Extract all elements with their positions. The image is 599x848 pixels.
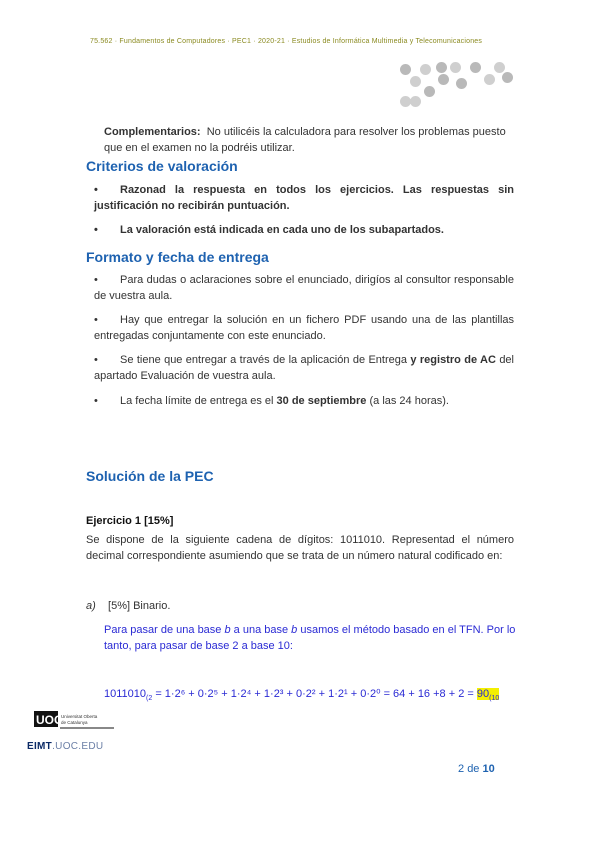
formato-heading: Formato y fecha de entrega (86, 249, 269, 265)
svg-text:de Catalunya: de Catalunya (61, 720, 88, 725)
part-a (86, 598, 170, 614)
uoc-dots-decoration (398, 60, 518, 110)
complementarios-label: Complementarios: (104, 126, 201, 138)
page-number: 2 de 10 (458, 763, 495, 775)
criterios-heading: Criterios de valoración (86, 158, 238, 174)
equation-result: $90_{(10}$ (476, 688, 500, 703)
uoc-logo-mark (34, 709, 114, 731)
complementarios-text: No utilicéis la calculadora para resolver los problemas puesto que en el examen no la podréis utilizar. (104, 126, 506, 154)
equation-terms: = 1·2⁶ + 0·2⁵ + 1·2⁴ + 1·2³ + 0·2² + 1·2¹ + 0·2⁰ = 64 + 16 +8 + 2 = (155, 688, 474, 700)
formato-item-4: • La fecha límite de entrega es el 30 de septiembre (a las 24 horas). (94, 395, 449, 407)
formato-item-1: • Para dudas o aclaraciones sobre el enunciado, dirigíos al consultor responsable de vuestra aula. (94, 274, 514, 302)
criterios-item-2: • La valoración está indicada en cada uno de los subapartados. (94, 224, 444, 236)
uoc-logo (34, 709, 114, 731)
part-a-marker: a) (86, 600, 96, 612)
solucion-heading: Solución de la PEC (86, 468, 214, 484)
ejercicio-title: Ejercicio 1 [15%] (86, 515, 174, 527)
equation-lhs: 1011010 (104, 688, 147, 700)
equation-lhs-base: (2 (146, 695, 153, 703)
document-header: 75.562 · Fundamentos de Computadores · PEC1 · 2020-21 · Estudios de Informática Multimedia y Telecomunicaciones (90, 38, 483, 45)
answer-intro: Para pasar de una base b a una base b usamos el método basado en el TFN. Por lo tanto, para pasar de base 2 a base 10: (104, 624, 516, 652)
ejercicio-statement: Se dispone de la siguiente cadena de dígitos: 1011010. Representad el número decimal correspondiente asumiendo que se trata de un número natural codificado en: (86, 534, 514, 562)
formato-item-3: • Se tiene que entregar a través de la aplicación de Entrega y registro de AC del apartado Evaluación de vuestra aula. (94, 354, 514, 382)
eimt-footer: EIMT.UOC.EDU (27, 741, 104, 752)
svg-text:Universitat Oberta: Universitat Oberta (61, 714, 98, 719)
criterios-item-1: • Razonad la respuesta en todos los ejercicios. Las respuestas sin justificación no recibirán puntuación. (94, 184, 514, 212)
complementarios-note (104, 124, 516, 156)
part-a-text: [5%] Binario. (108, 600, 171, 612)
svg-text:UOC: UOC (36, 713, 63, 727)
formato-item-2: • Hay que entregar la solución en un fichero PDF usando una de las plantillas entregadas conjuntamente con este enunciado. (94, 314, 514, 342)
answer-equation (104, 686, 499, 707)
